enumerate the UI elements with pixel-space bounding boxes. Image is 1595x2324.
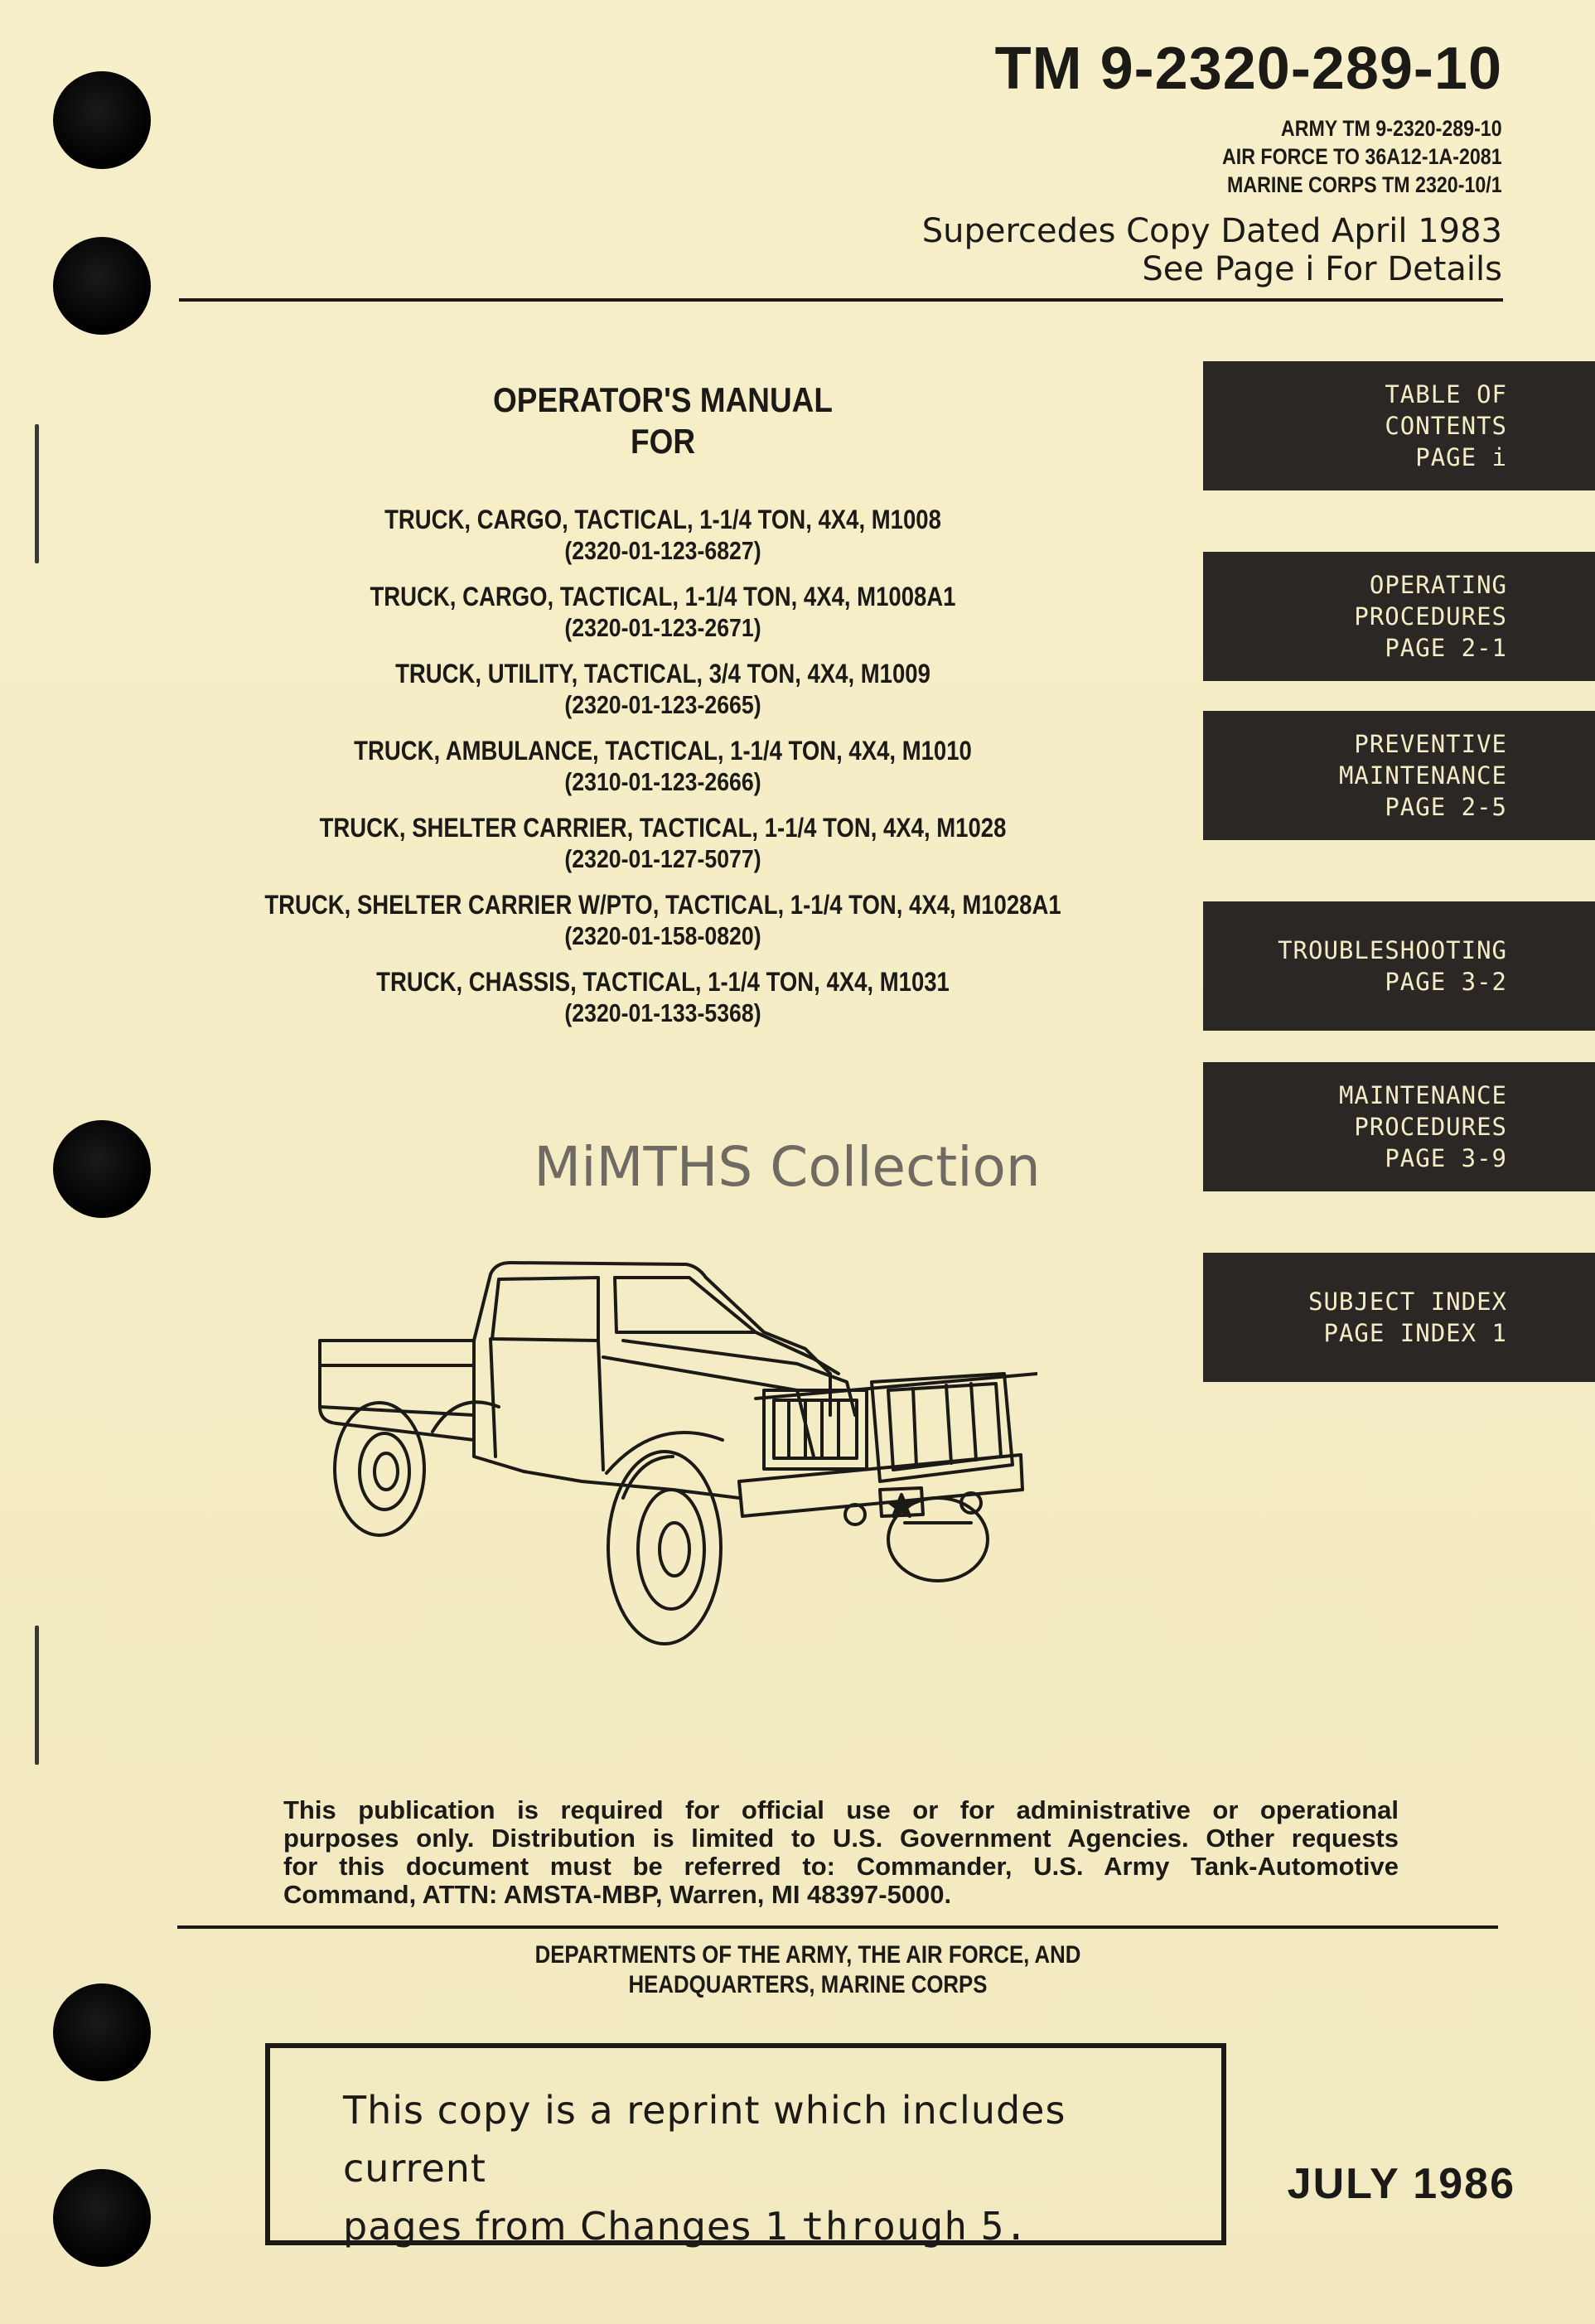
tab-label: MAINTENANCE [1338, 1081, 1507, 1109]
tab-page: PAGE i [1415, 443, 1507, 471]
manual-title [429, 379, 896, 462]
vehicle-nsn: (2320-01-133-5368) [564, 998, 761, 1027]
binder-hole [53, 2169, 151, 2267]
vehicle-name: TRUCK, SHELTER CARRIER, TACTICAL, 1-1/4 TON, 4X4, M1028 [319, 813, 1007, 843]
binder-hole [53, 71, 151, 169]
tab-page: PAGE 2-5 [1385, 793, 1507, 821]
binder-hole [53, 1120, 151, 1218]
tab-label: MAINTENANCE [1338, 761, 1507, 790]
vehicle-name: TRUCK, CARGO, TACTICAL, 1-1/4 TON, 4X4, M1008A1 [370, 582, 956, 611]
notice-line: This publication is required for official use or for administrative or operational [283, 1795, 1399, 1824]
tab-page: PAGE INDEX 1 [1323, 1319, 1507, 1347]
tm-number: TM 9-2320-289-10 [994, 36, 1502, 102]
notice-line: Command, ATTN: AMSTA-MBP, Warren, MI 48397-5000. [283, 1880, 952, 1909]
vehicle-nsn: (2320-01-123-2665) [564, 690, 761, 719]
tab-page: PAGE 2-1 [1385, 634, 1507, 662]
marine-corps-designation: MARINE CORPS TM 2320-10/1 [1227, 172, 1502, 197]
manual-title-for: FOR [630, 422, 696, 461]
tab-troubleshooting[interactable] [1203, 901, 1595, 1031]
vehicle-entry [149, 735, 1177, 797]
notice-line: for this document must be referred to: Commander, U.S. Army Tank-Automotive [283, 1852, 1399, 1881]
vehicle-name: TRUCK, CARGO, TACTICAL, 1-1/4 TON, 4X4, M1008 [384, 505, 941, 534]
see-page-line: See Page i For Details [1142, 250, 1502, 288]
header-rule [179, 298, 1503, 302]
vehicle-name: TRUCK, SHELTER CARRIER W/PTO, TACTICAL, 1-1/4 TON, 4X4, M1028A1 [264, 890, 1061, 920]
vehicle-entry [149, 658, 1177, 720]
vehicle-list [149, 504, 1177, 1043]
supersedes-line: Supercedes Copy Dated April 1983 [921, 212, 1502, 250]
vehicle-entry [149, 889, 1177, 951]
vehicle-nsn: (2320-01-123-6827) [564, 536, 761, 565]
reprint-change-from: 1 [764, 2204, 789, 2249]
notice-line: purposes only. Distribution is limited to U.S. Government Agencies. Other requests [283, 1824, 1399, 1853]
tab-preventive-maintenance[interactable] [1203, 711, 1595, 840]
collection-watermark: MiMTHS Collection [534, 1135, 1041, 1199]
tab-page: PAGE 3-2 [1385, 968, 1507, 996]
binder-ring-mark [35, 424, 39, 563]
tab-label: PREVENTIVE [1354, 730, 1507, 758]
tab-label: SUBJECT INDEX [1308, 1288, 1507, 1316]
vehicle-entry [149, 581, 1177, 643]
binder-ring-mark [35, 1626, 39, 1765]
tab-label: TROUBLESHOOTING [1278, 936, 1507, 964]
vehicle-name: TRUCK, AMBULANCE, TACTICAL, 1-1/4 TON, 4X4, M1010 [354, 736, 972, 766]
vehicle-nsn: (2310-01-123-2666) [564, 767, 761, 796]
departments-block [512, 1940, 1104, 2000]
reprint-changes-label: pages from Changes [343, 2204, 752, 2249]
vehicle-entry [149, 966, 1177, 1028]
vehicle-name: TRUCK, UTILITY, TACTICAL, 3/4 TON, 4X4, M1009 [395, 659, 930, 689]
reprint-line [343, 2197, 1221, 2255]
tab-label: TABLE OF [1385, 380, 1507, 408]
reprint-through: through [801, 2204, 969, 2249]
manual-title-line: OPERATOR'S MANUAL [493, 380, 833, 419]
reprint-text [343, 2081, 1221, 2255]
headquarters-line: HEADQUARTERS, MARINE CORPS [628, 1971, 988, 1998]
tab-table-of-contents[interactable] [1203, 361, 1595, 490]
reprint-notice-box [265, 2043, 1226, 2249]
vehicle-nsn: (2320-01-123-2671) [564, 613, 761, 642]
binder-hole [53, 1983, 151, 2081]
vehicle-entry [149, 504, 1177, 566]
reprint-change-to: 5. [980, 2204, 1029, 2249]
departments-line: DEPARTMENTS OF THE ARMY, THE AIR FORCE, AND [534, 1941, 1081, 1969]
vehicle-nsn: (2320-01-127-5077) [564, 844, 761, 873]
reprint-line: This copy is a reprint which includes current [343, 2088, 1066, 2191]
publication-date: JULY 1986 [1287, 2160, 1515, 2208]
army-designation: ARMY TM 9-2320-289-10 [1281, 116, 1502, 141]
air-force-designation: AIR FORCE TO 36A12-1A-2081 [1222, 144, 1502, 169]
truck-illustration [308, 1249, 1037, 1664]
vehicle-nsn: (2320-01-158-0820) [564, 921, 761, 950]
binder-hole [53, 237, 151, 335]
alternate-designations [1222, 114, 1502, 199]
tab-page: PAGE 3-9 [1385, 1144, 1507, 1172]
tab-label: PROCEDURES [1354, 1113, 1507, 1141]
tab-maintenance-procedures[interactable] [1203, 1062, 1595, 1191]
tab-operating-procedures[interactable] [1203, 552, 1595, 681]
tab-label: OPERATING [1369, 571, 1507, 599]
tab-subject-index[interactable] [1203, 1253, 1595, 1382]
vehicle-name: TRUCK, CHASSIS, TACTICAL, 1-1/4 TON, 4X4, M1031 [376, 967, 950, 997]
vehicle-entry [149, 812, 1177, 874]
tab-label: PROCEDURES [1354, 602, 1507, 631]
supersedes-note [922, 212, 1502, 288]
tab-label: CONTENTS [1385, 412, 1507, 440]
footer-rule [177, 1925, 1498, 1929]
